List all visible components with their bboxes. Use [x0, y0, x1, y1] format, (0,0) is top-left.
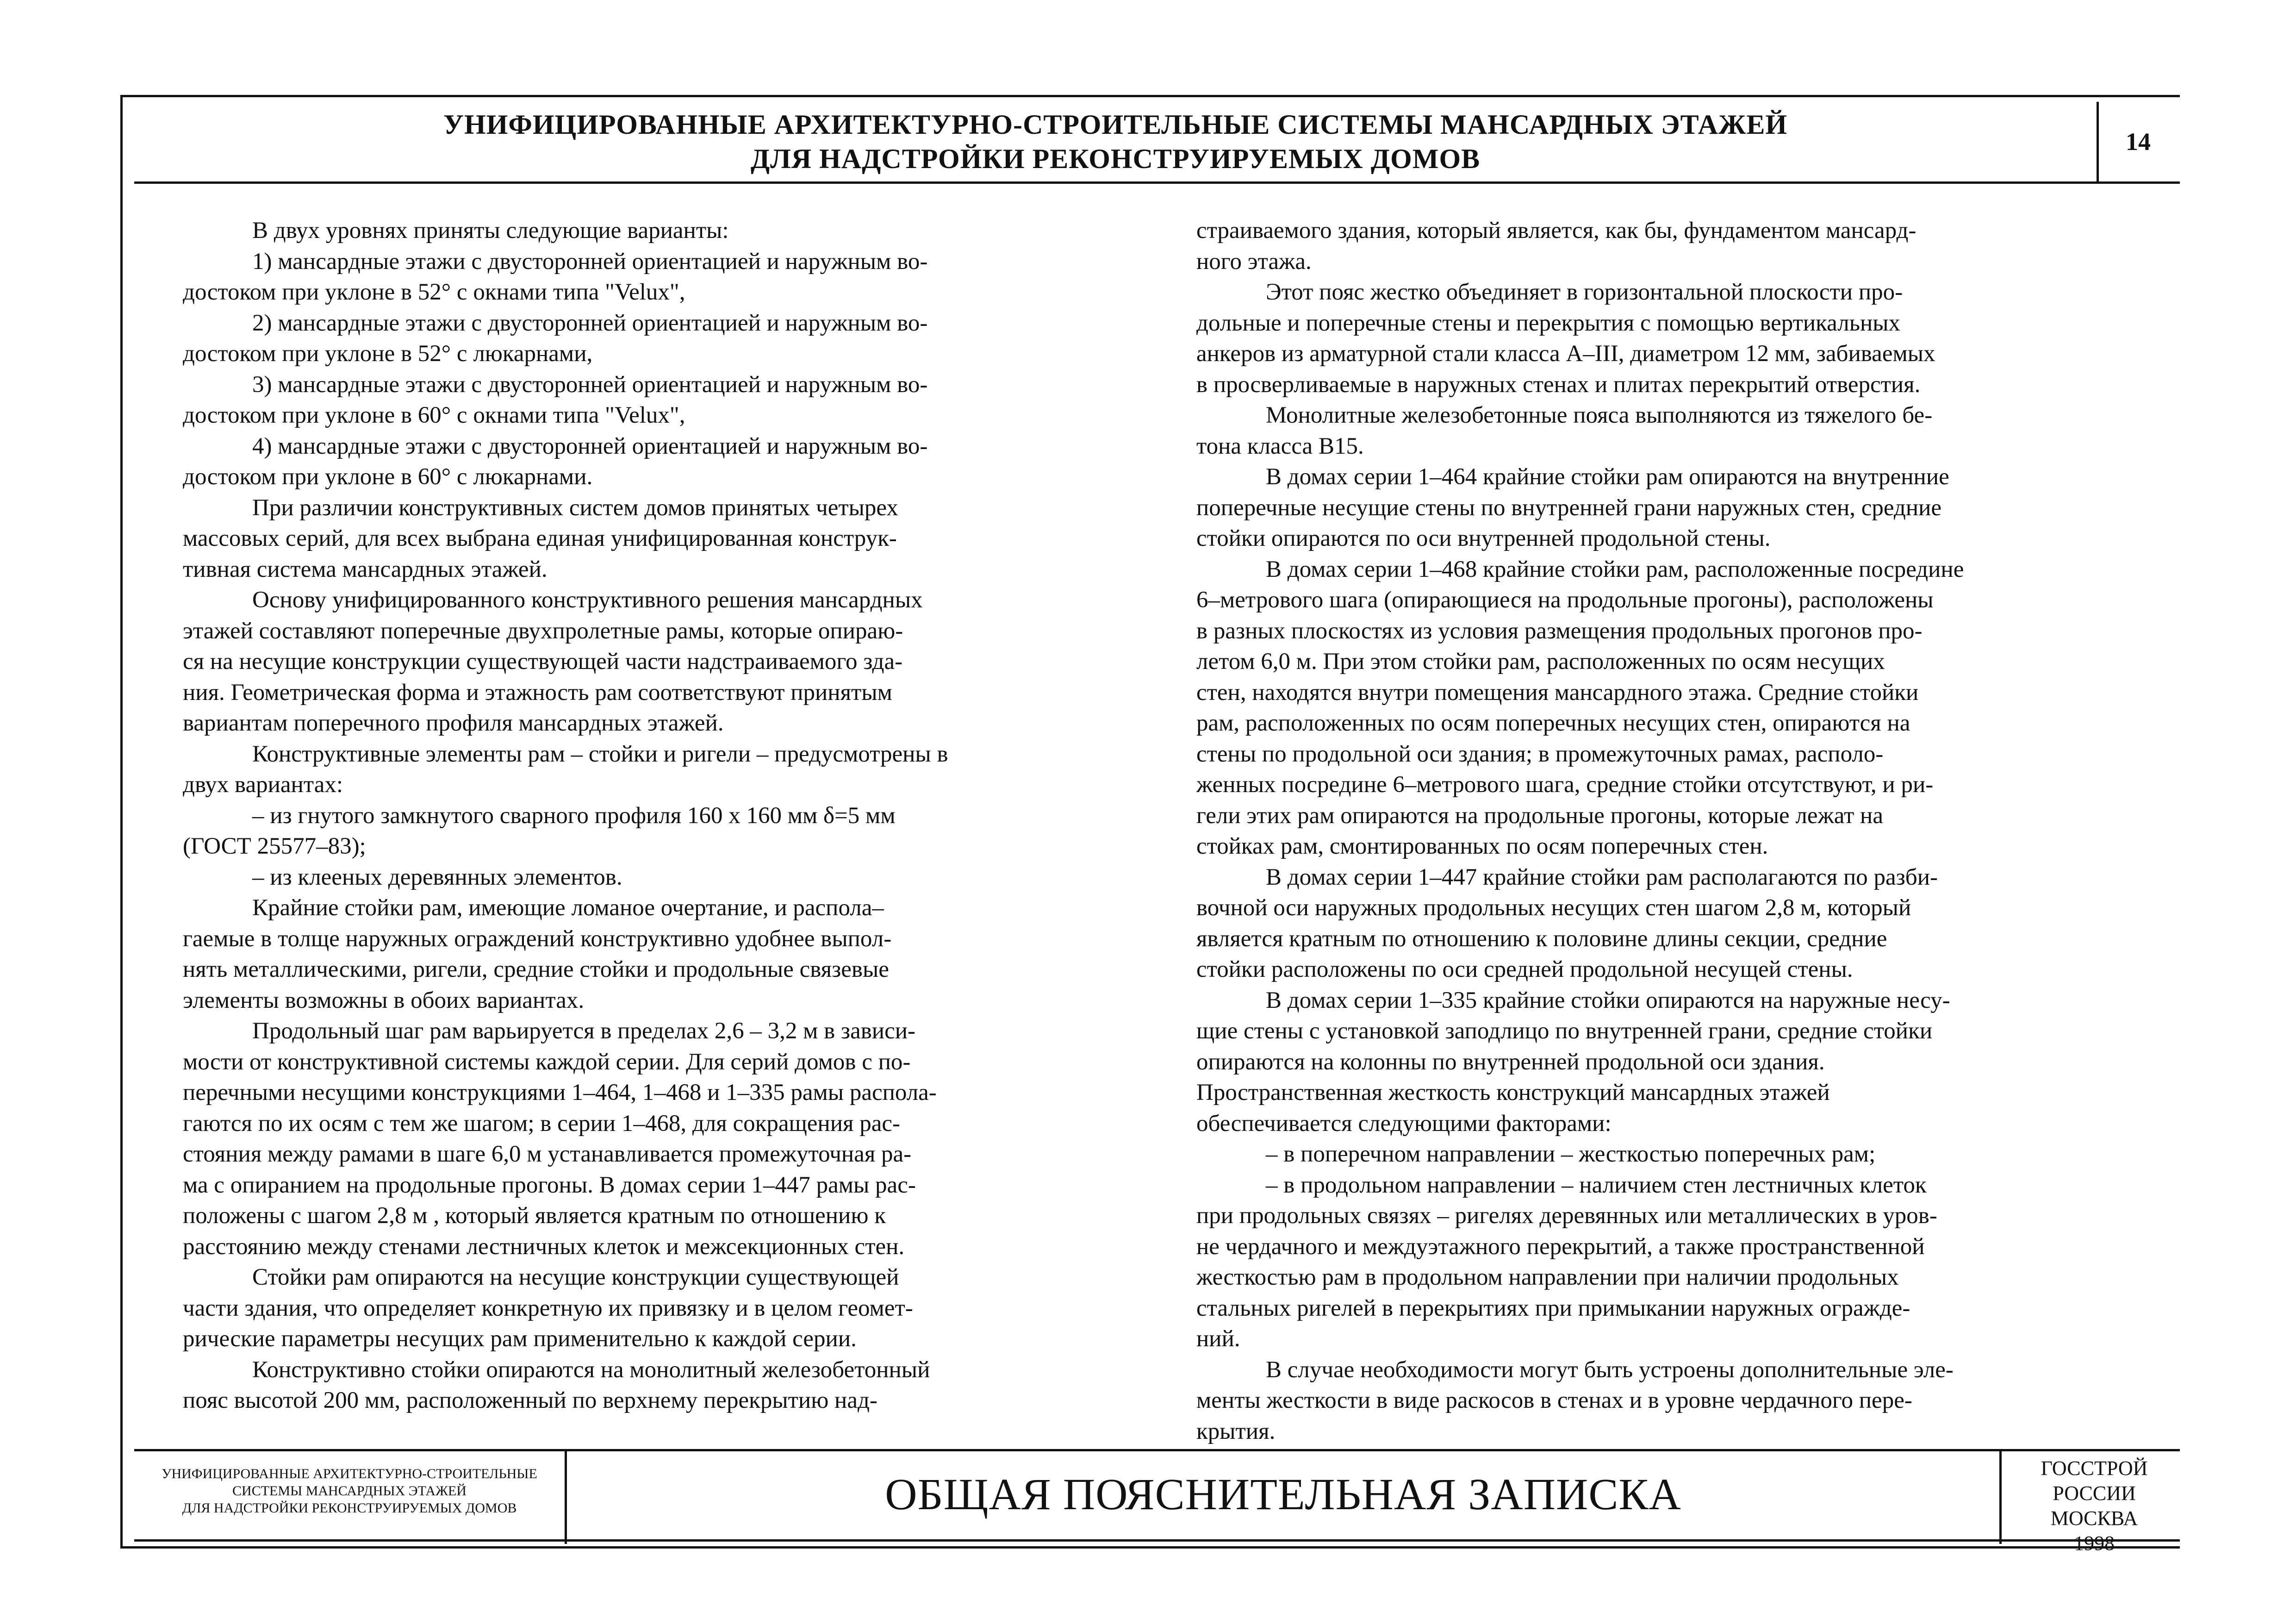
text-line: гели этих рам опираются на продольные прогоны, которые лежат на — [1196, 802, 1883, 829]
text-line: стойки расположены по оси средней продольной несущей стены. — [1196, 956, 1853, 982]
text-line: обеспечивается следующими факторами: — [1196, 1110, 1612, 1137]
text-line: части здания, что определяет конкретную их привязку и в целом геомет- — [183, 1295, 913, 1321]
text-line: 2) мансардные этажи с двусторонней ориентацией и наружным во- — [252, 310, 928, 336]
text-line: 4) мансардные этажи с двусторонней ориентацией и наружным во- — [252, 433, 928, 459]
text-line: 1) мансардные этажи с двусторонней ориентацией и наружным во- — [252, 248, 928, 275]
text-line: стены по продольной оси здания; в промежуточных рамах, располо- — [1196, 741, 1884, 767]
text-line: анкеров из арматурной стали класса А–III, диаметром 12 мм, забиваемых — [1196, 341, 1935, 367]
text-line: – из клееных деревянных элементов. — [252, 864, 622, 890]
page-title — [134, 107, 2097, 176]
text-line: ного этажа. — [1196, 248, 1312, 275]
text-line: Основу унифицированного конструктивного решения мансардных — [252, 587, 923, 613]
text-line: Этот пояс жестко объединяет в горизонтальной плоскости про- — [1266, 279, 1903, 305]
right-text-column — [1196, 215, 2136, 1447]
footer-left-line-1: УНИФИЦИРОВАННЫЕ АРХИТЕКТУРНО-СТРОИТЕЛЬНЫЕ — [162, 1466, 537, 1481]
text-line: двух вариантах: — [183, 772, 343, 798]
left-text-column — [183, 215, 1178, 1416]
text-line: вочной оси наружных продольных несущих стен шагом 2,8 м, который — [1196, 895, 1911, 921]
text-line: не чердачного и междуэтажного перекрытий, а также пространственной — [1196, 1233, 1925, 1260]
text-line: опираются на колонны по внутренней продольной оси здания. — [1196, 1049, 1825, 1075]
text-line: положены с шагом 2,8 м , который является кратным по отношению к — [183, 1203, 886, 1229]
footer-year: 1998 — [2074, 1532, 2115, 1555]
text-line: – из гнутого замкнутого сварного профиля 160 x 160 мм δ=5 мм — [252, 802, 896, 829]
text-line: рам, расположенных по осям поперечных несущих стен, опираются на — [1196, 710, 1910, 736]
text-line: достоком при уклоне в 60° с люкарнами. — [183, 464, 593, 490]
text-line: стойках рам, смонтированных по осям поперечных стен. — [1196, 833, 1768, 859]
text-line: стен, находятся внутри помещения мансардного этажа. Средние стойки — [1196, 679, 1919, 706]
text-line: достоком при уклоне в 52° с люкарнами, — [183, 341, 593, 367]
text-line: Крайние стойки рам, имеющие ломаное очертание, и распола– — [252, 895, 884, 921]
text-line: перечными несущими конструкциями 1–464, 1–468 и 1–335 рамы распола- — [183, 1080, 937, 1106]
text-line: гаемые в толще наружных ограждений конструктивно удобнее выпол- — [183, 925, 892, 952]
footer-document-title: ОБЩАЯ ПОЯСНИТЕЛЬНАЯ ЗАПИСКА — [885, 1469, 1681, 1519]
title-block — [134, 1449, 2180, 1555]
title-line-2: ДЛЯ НАДСТРОЙКИ РЕКОНСТРУИРУЕМЫХ ДОМОВ — [750, 144, 1481, 174]
text-line: в просверливаемые в наружных стенах и плитах перекрытий отверстия. — [1196, 371, 1921, 398]
text-line: рические параметры несущих рам применительно к каждой серии. — [183, 1326, 857, 1352]
footer-bottom-rule — [134, 1539, 2180, 1542]
text-line: Пространственная жесткость конструкций мансардных этажей — [1196, 1080, 1830, 1106]
text-line: стальных ригелей в перекрытиях при примыкании наружных огражде- — [1196, 1295, 1910, 1321]
text-line: (ГОСТ 25577–83); — [183, 833, 366, 859]
text-line: Конструктивно стойки опираются на монолитный железобетонный — [252, 1356, 930, 1383]
text-line: массовых серий, для всех выбрана единая унифицированная конструк- — [183, 525, 897, 551]
text-line: При различии конструктивных систем домов принятых четырех — [252, 494, 898, 521]
text-line: гаются по их осям с тем же шагом; в серии 1–468, для сокращения рас- — [183, 1110, 900, 1137]
footer-left-line-2: СИСТЕМЫ МАНСАРДНЫХ ЭТАЖЕЙ — [232, 1483, 467, 1499]
text-line: В домах серии 1–464 крайние стойки рам опираются на внутренние — [1266, 464, 1949, 490]
text-line: вариантам поперечного профиля мансардных этажей. — [183, 710, 724, 736]
text-line: поперечные несущие стены по внутренней грани наружных стен, средние — [1196, 494, 1942, 521]
text-line: в разных плоскостях из условия размещения продольных прогонов про- — [1196, 618, 1923, 644]
text-line: менты жесткости в виде раскосов в стенах и в уровне чердачного пере- — [1196, 1387, 1912, 1413]
text-line: В домах серии 1–468 крайние стойки рам, расположенные посредине — [1266, 556, 1964, 582]
text-line: дольные и поперечные стены и перекрытия с помощью вертикальных — [1196, 310, 1901, 336]
text-line: этажей составляют поперечные двухпролетные рамы, которые опираю- — [183, 618, 903, 644]
header-box — [134, 102, 2099, 183]
text-line: женных посредине 6–метрового шага, средние стойки отсутствуют, и ри- — [1196, 772, 1934, 798]
footer-left-line-3: ДЛЯ НАДСТРОЙКИ РЕКОНСТРУИРУЕМЫХ ДОМОВ — [182, 1500, 517, 1516]
text-line: Стойки рам опираются на несущие конструкции существующей — [252, 1264, 899, 1290]
footer-series-title — [134, 1465, 565, 1517]
text-line: ния. Геометрическая форма и этажность рам соответствуют принятым — [183, 679, 892, 706]
text-line: В домах серии 1–447 крайние стойки рам располагаются по разби- — [1266, 864, 1938, 890]
text-line: Монолитные железобетонные пояса выполняются из тяжелого бе- — [1266, 402, 1933, 428]
text-line: – в поперечном направлении – жесткостью поперечных рам; — [1266, 1141, 1876, 1167]
text-line: страиваемого здания, который является, как бы, фундаментом мансард- — [1196, 218, 1916, 244]
page-number: 14 — [2126, 128, 2151, 156]
text-line: элементы возможны в обоих вариантах. — [183, 987, 585, 1013]
text-line: щие стены с установкой заподлицо по внутренней грани, средние стойки — [1196, 1018, 1933, 1044]
text-line: стойки опираются по оси внутренней продольной стены. — [1196, 525, 1771, 551]
text-line: достоком при уклоне в 60° с окнами типа "Velux", — [183, 402, 685, 428]
text-line: при продольных связях – ригелях деревянных или металлических в уров- — [1196, 1203, 1937, 1229]
text-line: нять металлическими, ригели, средние стойки и продольные связевые — [183, 956, 889, 982]
text-line: жесткостью рам в продольном направлении при наличии продольных — [1196, 1264, 1899, 1290]
text-line: тивная система мансардных этажей. — [183, 556, 548, 582]
text-line: ма с опиранием на продольные прогоны. В домах серии 1–447 рамы рас- — [183, 1172, 916, 1198]
text-line: Продольный шаг рам варьируется в пределах 2,6 – 3,2 м в зависи- — [252, 1018, 916, 1044]
text-line: мости от конструктивной системы каждой серии. Для серий домов с по- — [183, 1049, 911, 1075]
text-line: является кратным по отношению к половине длины секции, средние — [1196, 925, 1887, 952]
text-line: тона класса В15. — [1196, 433, 1364, 459]
text-line: ся на несущие конструкции существующей части надстраиваемого зда- — [183, 649, 903, 675]
text-line: Конструктивные элементы рам – стойки и ригели – предусмотрены в — [252, 741, 948, 767]
text-line: В случае необходимости могут быть устроены дополнительные эле- — [1266, 1356, 1954, 1383]
text-line: – в продольном направлении – наличием стен лестничных клеток — [1266, 1172, 1927, 1198]
text-line: пояс высотой 200 мм, расположенный по верхнему перекрытию над- — [183, 1387, 877, 1413]
text-line: В двух уровнях приняты следующие варианты: — [252, 218, 729, 244]
text-line: 6–метрового шага (опирающиеся на продольные прогоны), расположены — [1196, 587, 1934, 613]
text-line: 3) мансардные этажи с двусторонней ориентацией и наружным во- — [252, 371, 928, 398]
text-line: летом 6,0 м. При этом стойки рам, расположенных по осям несущих — [1196, 649, 1885, 675]
footer-city: МОСКВА — [2050, 1507, 2138, 1530]
text-line: ний. — [1196, 1326, 1240, 1352]
text-line: В домах серии 1–335 крайние стойки опираются на наружные несу- — [1266, 987, 1950, 1013]
text-line: достоком при уклоне в 52° с окнами типа "Velux", — [183, 279, 685, 305]
text-line: крытия. — [1196, 1418, 1276, 1444]
title-line-1: УНИФИЦИРОВАННЫЕ АРХИТЕКТУРНО-СТРОИТЕЛЬНЫЕ СИСТЕМЫ МАНСАРДНЫХ ЭТАЖЕЙ — [443, 109, 1788, 140]
footer-org: ГОССТРОЙ РОССИИ — [2041, 1457, 2148, 1505]
text-line: стояния между рамами в шаге 6,0 м устанавливается промежуточная ра- — [183, 1141, 912, 1167]
header-divider — [134, 181, 2180, 184]
text-line: расстоянию между стенами лестничных клеток и межсекционных стен. — [183, 1233, 905, 1260]
